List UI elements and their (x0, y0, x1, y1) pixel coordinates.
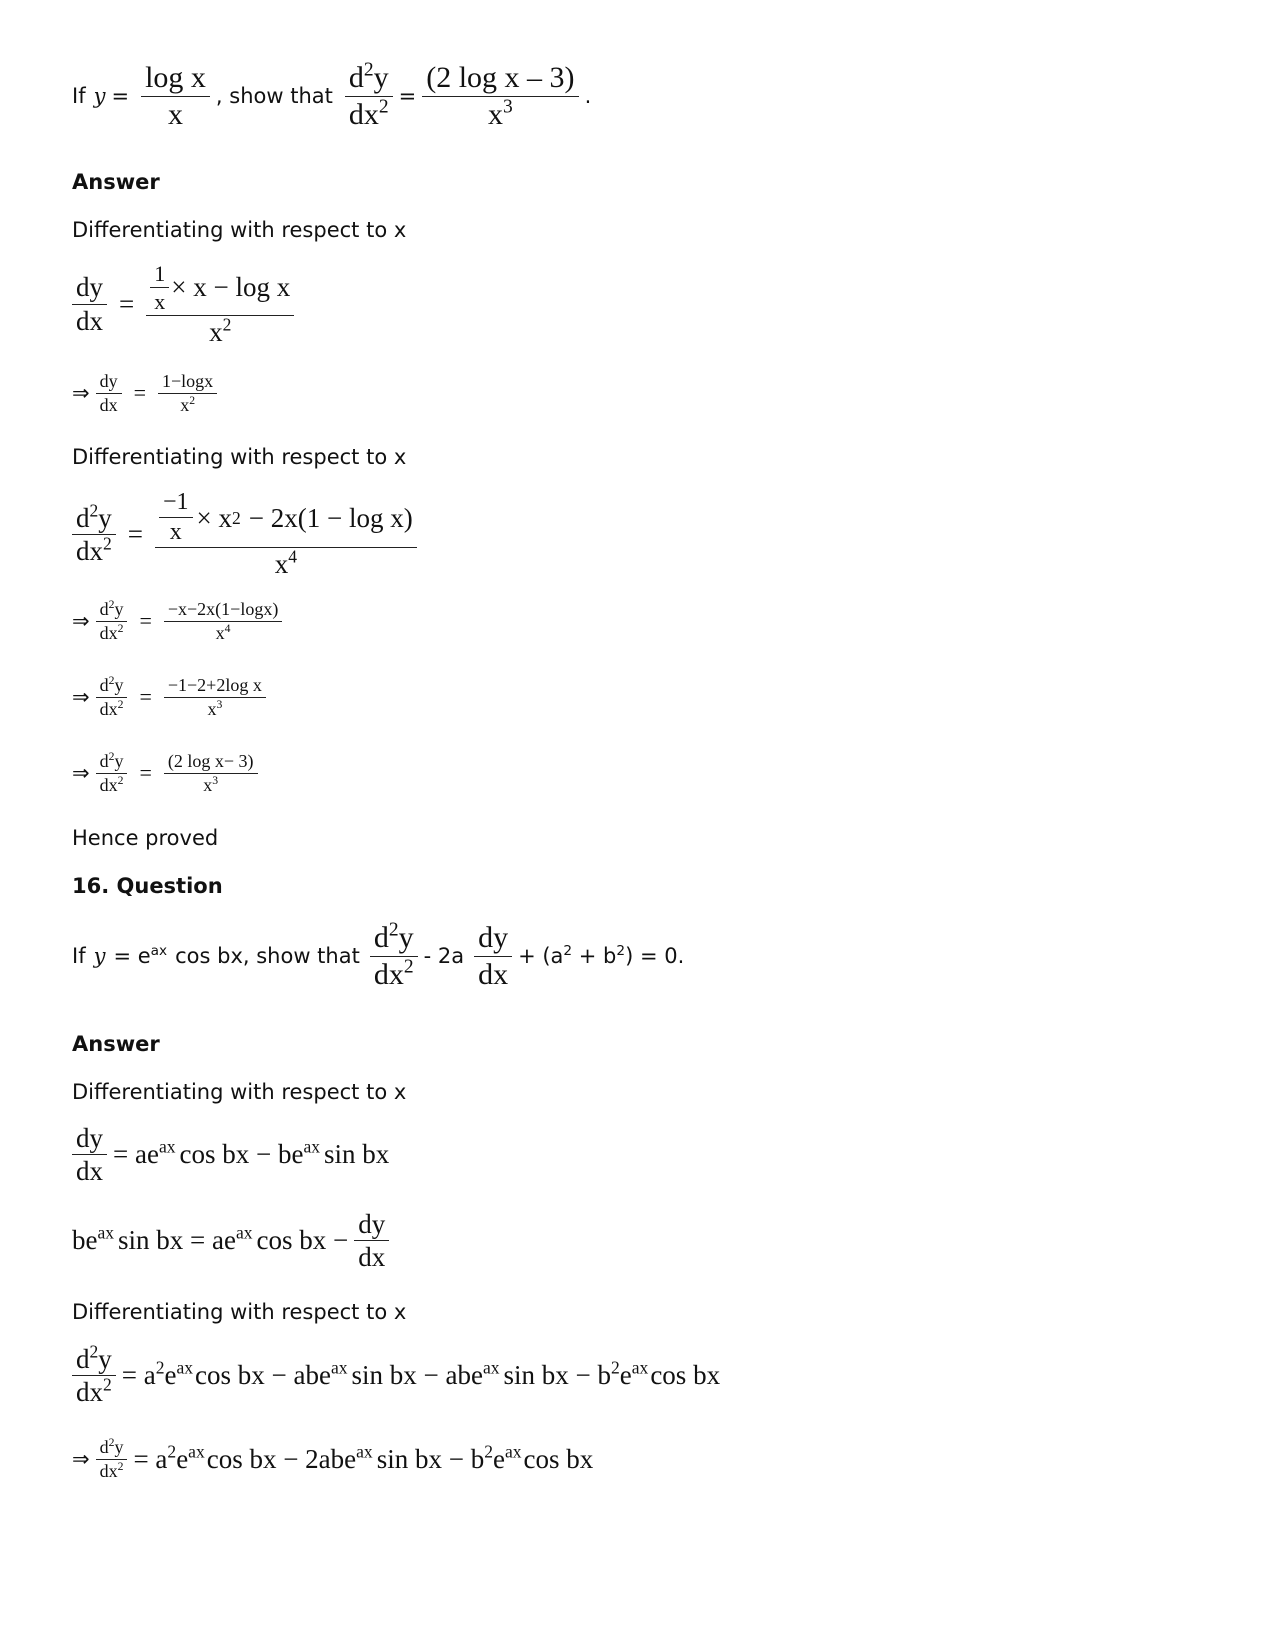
step3-lhs-den: dx (76, 535, 103, 566)
s16-step3 (72, 1341, 721, 1408)
step1-eq: = (119, 288, 135, 319)
step1-rest: × x − log x (171, 272, 291, 303)
step6-lhs-den-sup: 2 (117, 773, 124, 787)
s16-step4 (72, 1435, 594, 1481)
q16-tail-sup2: 2 (616, 942, 626, 959)
s16-step3-lhs (72, 1341, 116, 1408)
step1-inner-den: x (154, 289, 166, 315)
s16-step4-a2-sup: ax (188, 1441, 205, 1462)
step3-lhs-d: d (76, 502, 90, 533)
step3-lhs-sup: 2 (89, 500, 99, 520)
s16-step3-lhs-den-sup: 2 (103, 1374, 112, 1395)
q15-prefix: If (72, 84, 86, 108)
step3 (72, 490, 423, 579)
step3-lhs-den-sup: 2 (103, 533, 112, 554)
s16-step4-lhs-y: y (114, 1437, 124, 1457)
q15-rhs-fraction (422, 62, 578, 130)
q16-frac2 (474, 922, 512, 990)
step1-rhs (146, 262, 294, 347)
q15-lhs-den: x (168, 97, 183, 131)
hence-proved: Hence proved (72, 826, 219, 850)
q16-tail-sup1: 2 (563, 942, 573, 959)
step1-inner-num: 1 (150, 262, 169, 288)
step2-lhs-num: dy (96, 372, 122, 394)
diff-text-2: Differentiating with respect to x (72, 445, 407, 469)
step6-arrow: ⇒ (72, 761, 90, 786)
step1-lhs (72, 273, 107, 335)
q16-title: 16. Question (72, 874, 223, 898)
step1-lhs-num: dy (72, 273, 107, 304)
q15-d2y-d: d (348, 61, 364, 94)
s16-step4-a: = a (133, 1443, 168, 1474)
q15-d2y-sup: 2 (363, 59, 374, 81)
step4-arrow: ⇒ (72, 609, 90, 634)
s16-step3-lhs-den: dx (76, 1377, 103, 1408)
q15-lhs-num: log x (141, 62, 210, 97)
s16-step3-b-sup: ax (330, 1357, 348, 1378)
step5-lhs-y: y (114, 675, 124, 695)
q16-prefix: If (72, 944, 86, 968)
s16-step1-lhs (72, 1124, 107, 1186)
s16-step1-lhs-num: dy (72, 1124, 107, 1155)
q15-rhs-num: (2 log x – 3) (422, 62, 578, 97)
s16-step2-frac-den: dx (358, 1242, 386, 1273)
q15-var: y (93, 84, 106, 108)
step2-eq: = (133, 380, 147, 406)
diff-text-1: Differentiating with respect to x (72, 218, 407, 242)
s16-step3-lhs-sup: 2 (89, 1341, 99, 1362)
s16-step2-frac (354, 1210, 389, 1272)
s16-step2-a: be (72, 1225, 98, 1256)
step5-lhs-d: d (99, 675, 109, 695)
s16-step3-lhs-y: y (98, 1344, 112, 1374)
step2-arrow: ⇒ (72, 381, 90, 406)
q15-eq2: = (398, 84, 417, 108)
q15-eq: = (111, 84, 130, 108)
q15-lhs-fraction (141, 62, 210, 130)
step5-lhs-den-sup: 2 (117, 697, 124, 711)
q15-d2y-y: y (373, 61, 389, 94)
step1-den: x (209, 317, 223, 348)
s16-step4-lhs-sup: 2 (108, 1435, 115, 1449)
q16-frac1 (370, 919, 418, 991)
s16-step1-t1b: cos bx − be (179, 1139, 304, 1170)
q15-rhs-den-sup: 3 (503, 95, 513, 117)
step5-num: −1−2+2log x (164, 676, 266, 698)
step3-lhs-y: y (98, 502, 112, 533)
s16-step4-arrow: ⇒ (72, 1447, 90, 1472)
q15-period: . (584, 84, 592, 108)
q15-statement (72, 59, 592, 131)
q16-frac2-num: dy (474, 922, 512, 957)
s16-step3-c-sup: ax (482, 1357, 500, 1378)
s16-step1-t1c: sin bx (324, 1139, 390, 1170)
step2-rhs (158, 372, 217, 415)
s16-step4-b: cos bx − 2abe (206, 1443, 357, 1474)
step6-den: x (203, 774, 213, 795)
s16-step1-t1-sup: ax (158, 1136, 176, 1157)
q16-tail-c: ) = 0. (625, 944, 685, 968)
step5-lhs-sup: 2 (108, 673, 115, 687)
step6-eq: = (139, 760, 152, 786)
s16-step2-b: sin bx = ae (118, 1225, 236, 1256)
s16-step4-lhs-den: dx (99, 1460, 118, 1481)
q16-var: y (93, 944, 106, 968)
step3-inner-frac (159, 490, 193, 545)
step2-num: 1−logx (158, 372, 217, 394)
diff-text-3: Differentiating with respect to x (72, 1080, 407, 1104)
s16-step3-a2-sup: ax (176, 1357, 194, 1378)
answer-label-2: Answer (72, 1032, 160, 1056)
step6-lhs-y: y (114, 751, 124, 771)
step4-den: x (215, 622, 225, 643)
s16-step3-lhs-d: d (76, 1344, 90, 1374)
step3-lhs (72, 500, 116, 566)
q16-frac1-y: y (398, 921, 414, 954)
s16-step4-a2: e (176, 1443, 189, 1474)
step3-inner-den: x (169, 519, 182, 546)
s16-step3-b: cos bx − abe (195, 1360, 331, 1391)
step3-den-sup: 4 (288, 546, 297, 567)
step4-lhs-d: d (99, 599, 109, 619)
step1-inner-frac (150, 262, 169, 313)
step4-num: −x−2x(1−logx) (164, 600, 282, 622)
step1 (72, 262, 300, 347)
q16-frac1-sup: 2 (388, 919, 399, 941)
s16-step2-frac-num: dy (354, 1210, 389, 1241)
step6-num: (2 log x− 3) (164, 752, 258, 774)
s16-step2-a-sup: ax (97, 1222, 115, 1243)
q16-frac1-d: d (373, 921, 389, 954)
step2-lhs (96, 372, 122, 415)
s16-step2-c: cos bx − (256, 1225, 349, 1256)
s16-step4-lhs (96, 1435, 128, 1481)
step6-lhs (96, 749, 128, 795)
step6 (72, 749, 264, 795)
q16-after: cos bx, show that (175, 944, 360, 968)
s16-step3-e: cos bx (650, 1360, 721, 1391)
step3-rest-a: × x (196, 502, 233, 533)
step6-den-sup: 3 (212, 773, 219, 787)
q16-tail-b: + b (578, 944, 617, 968)
q16-eq-sup: ax (150, 942, 168, 959)
step1-den-sup: 2 (222, 314, 232, 335)
s16-step4-b-sup: ax (356, 1441, 373, 1462)
step3-rhs: $\frac{-1}{x}$ × x 2 − 2x(1 − log x) $x^4$ (155, 490, 417, 579)
step5-eq: = (139, 684, 152, 710)
s16-step3-d2-sup: ax (631, 1357, 649, 1378)
step1-lhs-den: dx (76, 305, 103, 336)
q16-tail-a: + (a (518, 944, 564, 968)
step2 (72, 372, 223, 415)
step2-lhs-den: dx (99, 394, 118, 415)
s16-step1-t1b-sup: ax (303, 1136, 320, 1157)
s16-step1 (72, 1124, 389, 1186)
step4-lhs-sup: 2 (108, 597, 115, 611)
s16-step3-d-sup: 2 (611, 1357, 620, 1378)
s16-step2 (72, 1210, 395, 1272)
step5-arrow: ⇒ (72, 685, 90, 710)
step4-lhs (96, 597, 128, 643)
q16-eq: = e (113, 944, 151, 968)
step4-eq: = (139, 608, 152, 634)
s16-step3-a2: e (164, 1360, 177, 1391)
step3-eq: = (127, 518, 143, 549)
diff-text-4: Differentiating with respect to x (72, 1300, 407, 1324)
s16-step1-lhs-den: dx (76, 1156, 103, 1187)
step5 (72, 673, 272, 719)
step5-lhs (96, 673, 128, 719)
s16-step4-d: cos bx (523, 1443, 594, 1474)
step6-lhs-sup: 2 (108, 749, 115, 763)
step2-den: x (180, 394, 190, 415)
step5-den: x (207, 698, 217, 719)
q16-frac1-den-sup: 2 (403, 955, 414, 977)
s16-step3-c: sin bx − abe (351, 1360, 483, 1391)
s16-step4-c2: e (492, 1443, 505, 1474)
step3-rest-b: − 2x(1 − log x) (248, 502, 413, 533)
s16-step3-a-sup: 2 (155, 1357, 165, 1378)
step5-den-sup: 3 (216, 697, 223, 711)
step3-den: x (274, 549, 289, 580)
s16-step3-d2: e (619, 1360, 632, 1391)
step6-lhs-den: dx (99, 774, 118, 795)
q16-frac2-den: dx (478, 957, 509, 991)
s16-step4-c: sin bx − b (376, 1443, 485, 1474)
step6-lhs-d: d (99, 751, 109, 771)
q16-minus: - 2a (423, 944, 465, 968)
s16-step4-c2-sup: ax (504, 1441, 522, 1462)
q16-statement (72, 919, 685, 991)
step4-rhs (164, 600, 282, 643)
step4-lhs-den-sup: 2 (117, 621, 124, 635)
step6-rhs (164, 752, 258, 795)
q16-frac1-den: dx (373, 957, 404, 991)
step4 (72, 597, 288, 643)
s16-step3-d: sin bx − b (503, 1360, 612, 1391)
s16-step4-lhs-d: d (99, 1437, 109, 1457)
q15-mid-text: , show that (215, 84, 333, 108)
q15-rhs-den: x (488, 97, 504, 131)
s16-step2-b-sup: ax (236, 1222, 253, 1243)
step4-den-sup: 4 (224, 621, 231, 635)
q15-dx: dx (348, 97, 379, 131)
s16-step3-a: = a (121, 1360, 156, 1391)
q15-d2y-fraction (345, 59, 393, 131)
step4-lhs-y: y (114, 599, 124, 619)
step5-rhs (164, 676, 266, 719)
step5-lhs-den: dx (99, 698, 118, 719)
step3-inner-num: −1 (159, 490, 193, 518)
s16-step1-t1: = ae (113, 1139, 159, 1170)
q15-dx-sup: 2 (378, 95, 389, 117)
step4-lhs-den: dx (99, 622, 118, 643)
step2-den-sup: 2 (189, 393, 196, 407)
s16-step4-c-sup: 2 (484, 1441, 493, 1462)
answer-label-1: Answer (72, 170, 160, 194)
s16-step4-a-sup: 2 (167, 1441, 177, 1462)
s16-step4-lhs-den-sup: 2 (117, 1459, 124, 1473)
